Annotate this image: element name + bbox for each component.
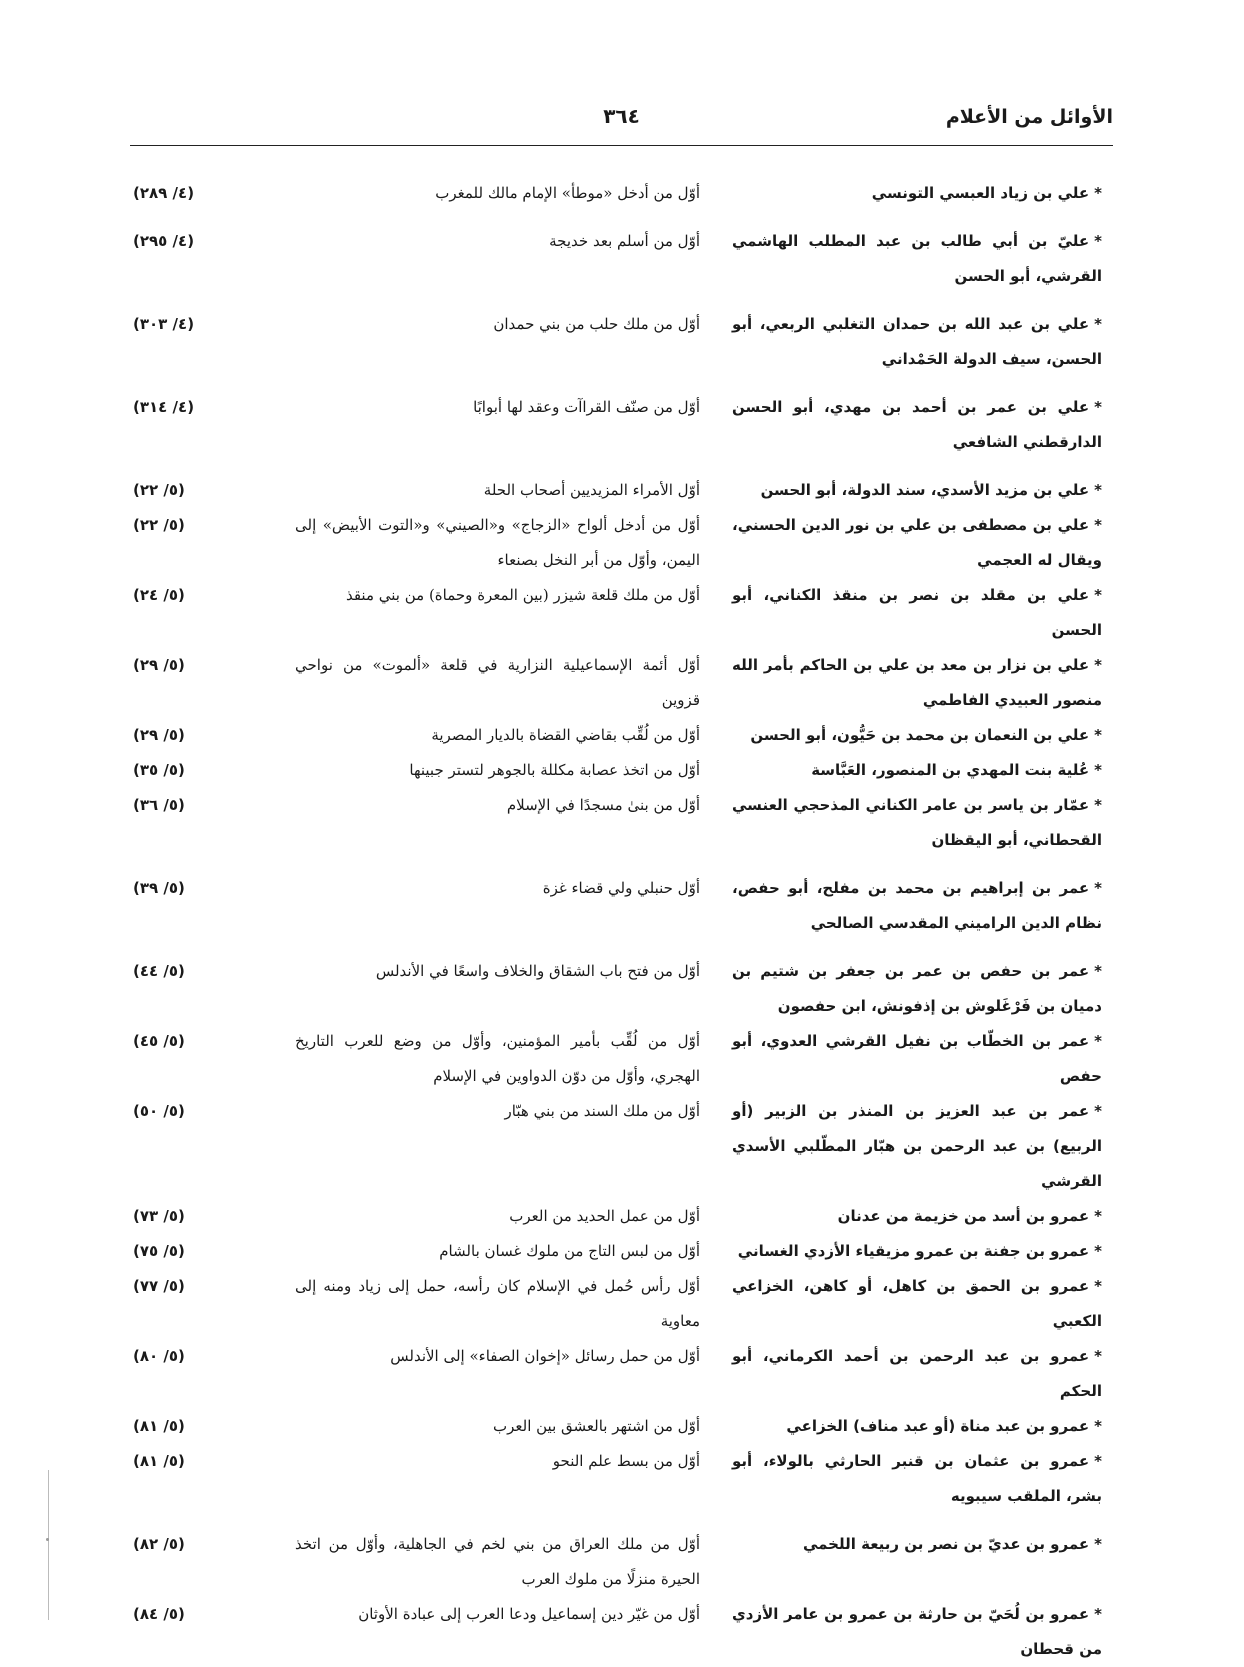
- entry-name: [732, 1269, 1102, 1339]
- entry-name: [732, 307, 1102, 377]
- entry-description: أوّل من لُقِّب بقاضي القضاة بالديار المصرية: [431, 726, 700, 744]
- index-entry: [133, 508, 1102, 578]
- entry-name: [732, 1199, 1102, 1234]
- entry-name: [732, 1527, 1102, 1562]
- entry-description: أوّل من ملك حلب من بني حمدان: [493, 315, 700, 333]
- entry-reference: (٥/ ٧٣): [133, 1207, 185, 1225]
- page-number: ٣٦٤: [603, 104, 640, 128]
- entry-name-text: علي بن عبد الله بن حمدان التغلبي الربعي، أبو الحسن، سيف الدولة الحَمْداني: [732, 315, 1102, 368]
- index-entry: [133, 753, 1102, 788]
- index-entry: [133, 1094, 1102, 1199]
- bullet-mark: *: [1094, 315, 1102, 333]
- page-header: [130, 98, 1113, 146]
- entry-description: أوّل من غيّر دين إسماعيل ودعا العرب إلى عبادة الأوثان: [358, 1605, 700, 1623]
- entry-name: [732, 1234, 1102, 1269]
- entry-name: [732, 1024, 1102, 1094]
- entry-name-text: عمرو بن عبد مناة (أو عبد مناف) الخزاعي: [786, 1417, 1090, 1435]
- bullet-mark: *: [1094, 1102, 1102, 1120]
- entry-description: أوّل من أدخل ألواح «الزجاج» و«الصيني» و«التوت الأبيض» إلى اليمن، وأوّل من أبر النخل بصنعاء: [295, 516, 700, 569]
- entry-reference: (٥/ ٧٧): [133, 1277, 185, 1295]
- entry-description: أوّل من فتح باب الشقاق والخلاف واسعًا في الأندلس: [375, 962, 700, 980]
- bullet-mark: *: [1094, 796, 1102, 814]
- bullet-mark: *: [1094, 1207, 1102, 1225]
- entry-reference: (٥/ ٢٩): [133, 656, 185, 674]
- entry-reference: (٥/ ٤٥): [133, 1032, 185, 1050]
- index-entry: [133, 1024, 1102, 1094]
- entry-name-text: علي بن نزار بن معد بن علي بن الحاكم بأمر الله منصور العبيدي الفاطمي: [732, 656, 1102, 709]
- bullet-mark: *: [1094, 1452, 1102, 1470]
- entry-description: أوّل من صنّف القراآت وعقد لها أبوابًا: [473, 398, 700, 416]
- entry-description: أوّل حنبلي ولي قضاء غزة: [542, 879, 700, 897]
- entry-name: [732, 1339, 1102, 1409]
- entry-name-text: علي بن النعمان بن محمد بن حَيُّون، أبو الحسن: [750, 726, 1090, 744]
- entry-name-text: عمر بن الخطّاب بن نفيل القرشي العدوي، أبو حفص: [732, 1032, 1102, 1085]
- entry-name-text: عليّ بن أبي طالب بن عبد المطلب الهاشمي القرشي، أبو الحسن: [732, 232, 1102, 285]
- entry-description: أوّل من أسلم بعد خديجة: [549, 232, 700, 250]
- bullet-mark: *: [1094, 1277, 1102, 1295]
- entry-description: أوّل من ملك العراق من بني لخم في الجاهلية، وأوّل من اتخذ الحيرة منزلًا من ملوك العرب: [295, 1535, 700, 1588]
- bullet-mark: *: [1094, 1347, 1102, 1365]
- entry-reference: (٥/ ٨١): [133, 1452, 185, 1470]
- entry-name: [732, 578, 1102, 648]
- entry-reference: (٤/ ٢٩٥): [133, 232, 195, 250]
- entry-description: أوّل من لبس التاج من ملوك غسان بالشام: [439, 1242, 700, 1260]
- scan-edge-mark: [48, 1470, 49, 1620]
- entry-name-text: عمّار بن ياسر بن عامر الكناني المذحجي العنسي القحطاني، أبو اليقظان: [732, 796, 1102, 849]
- entry-name: [732, 1597, 1102, 1667]
- entry-name: [732, 176, 1102, 211]
- entry-description: أوّل من اشتهر بالعشق بين العرب: [493, 1417, 700, 1435]
- entry-reference: (٥/ ٢٩): [133, 726, 185, 744]
- entry-reference: (٥/ ٣٥): [133, 761, 185, 779]
- entry-description: أوّل الأمراء المزيديين أصحاب الحلة: [483, 481, 700, 499]
- index-entry: [133, 871, 1102, 941]
- entry-name-text: علي بن زياد العبسي التونسي: [871, 184, 1090, 202]
- entry-reference: (٥/ ٨٤): [133, 1605, 185, 1623]
- entry-reference: (٥/ ٤٤): [133, 962, 185, 980]
- index-entry: [133, 1597, 1102, 1667]
- entry-reference: (٥/ ٢٤): [133, 586, 185, 604]
- entry-name: [732, 788, 1102, 858]
- bullet-mark: *: [1094, 726, 1102, 744]
- entry-name-text: علي بن عمر بن أحمد بن مهدي، أبو الحسن الدارقطني الشافعي: [732, 398, 1102, 451]
- index-entry: [133, 954, 1102, 1024]
- entry-reference: (٥/ ٧٥): [133, 1242, 185, 1260]
- entry-name-text: عمرو بن عثمان بن قنبر الحارثي بالولاء، أبو بشر، الملقب سيبويه: [732, 1452, 1102, 1505]
- entry-reference: (٥/ ٢٢): [133, 516, 185, 534]
- bullet-mark: *: [1094, 516, 1102, 534]
- entry-name-text: عمرو بن عبد الرحمن بن أحمد الكرماني، أبو الحكم: [732, 1347, 1102, 1400]
- entry-reference: (٥/ ٨١): [133, 1417, 185, 1435]
- entry-name: [732, 224, 1102, 294]
- entry-name: [732, 1094, 1102, 1199]
- entry-reference: (٤/ ٣٠٣): [133, 315, 195, 333]
- header-rule: [130, 145, 1113, 146]
- entry-reference: (٤/ ٢٨٩): [133, 184, 195, 202]
- entry-name: [732, 718, 1102, 753]
- entry-name-text: عمرو بن أسد من خزيمة من عدنان: [837, 1207, 1090, 1225]
- index-entry: [133, 1269, 1102, 1339]
- entry-reference: (٤/ ٣١٤): [133, 398, 195, 416]
- bullet-mark: *: [1094, 1242, 1102, 1260]
- entry-name-text: عمر بن حفص بن عمر بن جعفر بن شتيم بن دميان بن فَرْغَلوش بن إذفونش، ابن حفصون: [732, 962, 1102, 1015]
- index-entries: [133, 176, 1102, 1667]
- index-entry: [133, 1339, 1102, 1409]
- entry-name: [732, 648, 1102, 718]
- bullet-mark: *: [1094, 879, 1102, 897]
- entry-name-text: عمرو بن الحمق بن كاهل، أو كاهن، الخزاعي الكعبي: [732, 1277, 1102, 1330]
- index-entry: [133, 1527, 1102, 1597]
- entry-name: [732, 1409, 1102, 1444]
- bullet-mark: *: [1094, 761, 1102, 779]
- running-title: الأوائل من الأعلام: [945, 106, 1113, 128]
- entry-description: أوّل من اتخذ عصابة مكللة بالجوهر لتستر جبينها: [409, 761, 700, 779]
- entry-description: أوّل من بسط علم النحو: [552, 1452, 700, 1470]
- bullet-mark: *: [1094, 962, 1102, 980]
- index-entry: [133, 1234, 1102, 1269]
- index-entry: [133, 176, 1102, 211]
- entry-reference: (٥/ ٢٢): [133, 481, 185, 499]
- entry-description: أوّل من ملك قلعة شيزر (بين المعرة وحماة) من بني منقذ: [345, 586, 700, 604]
- bullet-mark: *: [1094, 184, 1102, 202]
- entry-description: أوّل من بنىٰ مسجدًا في الإسلام: [506, 796, 700, 814]
- entry-name-text: عمر بن إبراهيم بن محمد بن مفلح، أبو حفص، نظام الدين الراميني المقدسي الصالحي: [732, 879, 1102, 932]
- entry-description: أوّل من أدخل «موطأ» الإمام مالك للمغرب: [435, 184, 700, 202]
- entry-name-text: عمرو بن عديّ بن نصر بن ربيعة اللخمي: [802, 1535, 1090, 1553]
- entry-name-text: علي بن مصطفى بن علي بن نور الدين الحسني، ويقال له العجمي: [732, 516, 1102, 569]
- entry-name: [732, 753, 1102, 788]
- index-entry: [133, 718, 1102, 753]
- index-entry: [133, 224, 1102, 294]
- bullet-mark: *: [1094, 481, 1102, 499]
- entry-reference: (٥/ ٨٠): [133, 1347, 185, 1365]
- bullet-mark: *: [1094, 1605, 1102, 1623]
- index-entry: [133, 473, 1102, 508]
- bullet-mark: *: [1094, 398, 1102, 416]
- entry-name-text: عُلية بنت المهدي بن المنصور، العَبَّاسة: [811, 761, 1090, 779]
- entry-name-text: علي بن مزيد الأسدي، سند الدولة، أبو الحسن: [760, 481, 1090, 499]
- bullet-mark: *: [1094, 1032, 1102, 1050]
- entry-description: أوّل من لُقِّب بأمير المؤمنين، وأوّل من وضع للعرب التاريخ الهجري، وأوّل من دوّن الدواوين في الإسلام: [295, 1032, 700, 1085]
- entry-name-text: عمرو بن لُحَيّ بن حارثة بن عمرو بن عامر الأزدي من قحطان: [732, 1605, 1102, 1658]
- index-entry: [133, 788, 1102, 858]
- entry-name-text: عمرو بن جفنة بن عمرو مزيقياء الأزدي الغساني: [737, 1242, 1090, 1260]
- entry-name: [732, 954, 1102, 1024]
- entry-name: [732, 390, 1102, 460]
- entry-name: [732, 473, 1102, 508]
- index-entry: [133, 578, 1102, 648]
- bullet-mark: *: [1094, 1417, 1102, 1435]
- entry-description: أوّل من حمل رسائل «إخوان الصفاء» إلى الأندلس: [390, 1347, 700, 1365]
- index-entry: [133, 390, 1102, 460]
- bullet-mark: *: [1094, 586, 1102, 604]
- index-entry: [133, 648, 1102, 718]
- bullet-mark: *: [1094, 232, 1102, 250]
- entry-name-text: عمر بن عبد العزيز بن المنذر بن الزبير (أو الربيع) بن عبد الرحمن بن هبّار المطّلبي الأسدي القرشي: [732, 1102, 1102, 1190]
- entry-name-text: علي بن مقلد بن نصر بن منقذ الكناني، أبو الحسن: [732, 586, 1102, 639]
- index-entry: [133, 307, 1102, 377]
- scan-speck: [46, 1538, 49, 1541]
- entry-description: أوّل من عمل الحديد من العرب: [509, 1207, 700, 1225]
- entry-reference: (٥/ ٨٢): [133, 1535, 185, 1553]
- entry-description: أوّل رأس حُمل في الإسلام كان رأسه، حمل إلى زياد ومنه إلى معاوية: [295, 1277, 700, 1330]
- entry-reference: (٥/ ٣٦): [133, 796, 185, 814]
- entry-name: [732, 871, 1102, 941]
- index-entry: [133, 1444, 1102, 1514]
- bullet-mark: *: [1094, 1535, 1102, 1553]
- entry-reference: (٥/ ٥٠): [133, 1102, 185, 1120]
- entry-description: أوّل أئمة الإسماعيلية النزارية في قلعة «ألموت» من نواحي قزوين: [295, 656, 700, 709]
- entry-name: [732, 508, 1102, 578]
- entry-reference: (٥/ ٣٩): [133, 879, 185, 897]
- entry-description: أوّل من ملك السند من بني هبّار: [504, 1102, 700, 1120]
- bullet-mark: *: [1094, 656, 1102, 674]
- index-entry: [133, 1199, 1102, 1234]
- index-entry: [133, 1409, 1102, 1444]
- entry-name: [732, 1444, 1102, 1514]
